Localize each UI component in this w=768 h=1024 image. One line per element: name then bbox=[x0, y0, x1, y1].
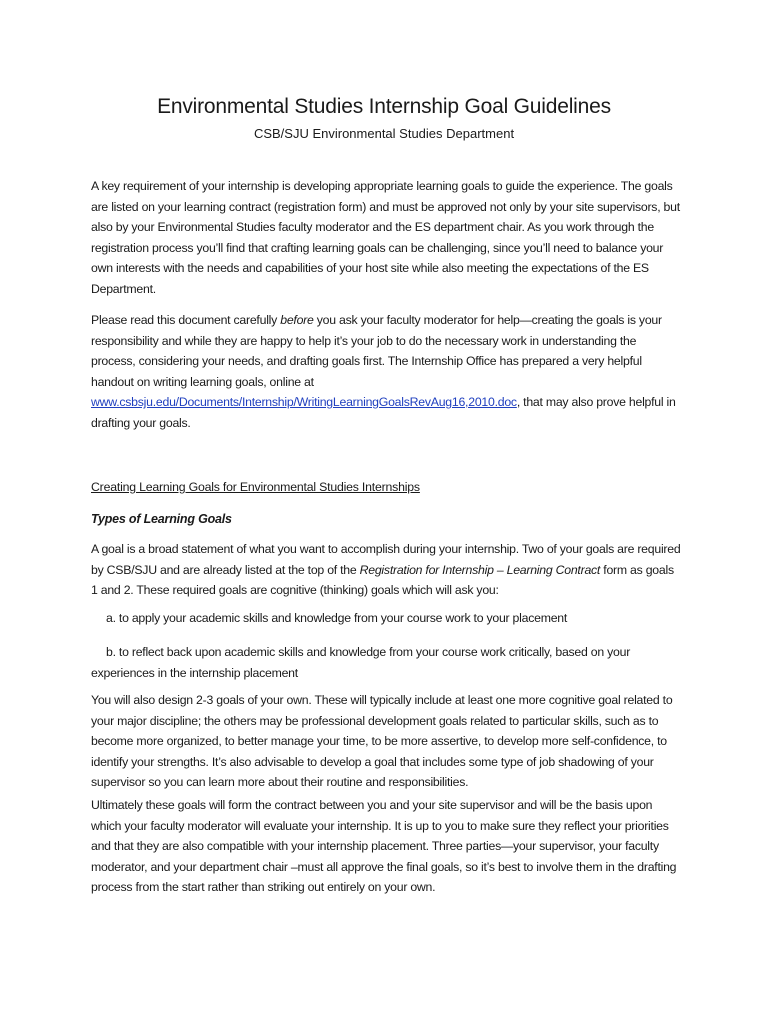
instructions-text-3: , that may also prove helpful in drafting your goals. bbox=[91, 395, 676, 430]
goal-item-a: a. to apply your academic skills and knowledge from your course work to your placement bbox=[106, 611, 568, 625]
instructions-paragraph bbox=[91, 310, 681, 433]
document-subtitle: CSB/SJU Environmental Studies Department bbox=[253, 126, 515, 141]
intro-paragraph: A key requirement of your internship is developing appropriate learning goals to guide the experience. The goals are listed on your learning contract (registration form) and must be approved not only by your site supervisors, but also by your Environmental Studies faculty moderator and the ES department chair. As you work through the registration process you’ll find that crafting learning goals can be challenging, since you’ll need to balance your own interests with the needs and capabilities of your host site while also meeting the expectations of the ES Department. bbox=[91, 179, 680, 296]
form-name-emphasis: Registration for Internship – Learning Contract bbox=[359, 562, 601, 577]
goals-paragraph bbox=[91, 539, 681, 601]
emphasis-before: before bbox=[280, 313, 314, 327]
instructions-text-2: you ask your faculty moderator for help—creating the goals is your responsibility and while they are happy to help it’s your job to do the necessary work in understanding the process, considering your needs, and drafting goals first. The Internship Office has prepared a very helpful handout on writing learning goals, online at bbox=[91, 313, 662, 389]
contract-paragraph: Ultimately these goals will form the contract between you and your site supervisor and will be the basis upon which your faculty moderator will evaluate your internship. It is up to you to make sure they reflect your priorities and that they are also compatible with your internship placement. Three parties—your supervisor, your faculty moderator, and your department chair –must all approve the final goals, so it’s best to involve them in the drafting process from the start rather than striking out entirely on your own. bbox=[91, 798, 677, 894]
goals-text-1: A goal is a broad statement of what you want to accomplish during your internship. Two of your goals are required by CSB/SJU and are already listed at the top of the bbox=[91, 542, 681, 577]
goal-item-b-line2: experiences in the internship placement bbox=[91, 665, 298, 680]
sub-heading: Types of Learning Goals bbox=[91, 512, 232, 526]
instructions-text-1: Please read this document carefully bbox=[91, 313, 281, 327]
goals-text-2: form as goals 1 and 2. These required goals are cognitive (thinking) goals which will ask you: bbox=[91, 562, 674, 597]
goal-item-b bbox=[91, 642, 681, 683]
section-heading: Creating Learning Goals for Environmental Studies Internships bbox=[91, 480, 420, 494]
goal-item-b-line1: b. to reflect back upon academic skills and knowledge from your course work critically, based on your bbox=[106, 645, 631, 659]
own-goals-paragraph: You will also design 2-3 goals of your own. These will typically include at least one more cognitive goal related to your major discipline; the others may be professional development goals related to particular skills, such as to become more organized, to better manage your time, to be more assertive, to develop more self-confidence, to identify your strengths. It’s also advisable to develop a goal that includes some type of job shadowing of your supervisor so you can learn more about their routine and responsibilities. bbox=[91, 693, 673, 789]
document-title: Environmental Studies Internship Goal Guidelines bbox=[157, 95, 611, 118]
handout-link[interactable]: www.csbsju.edu/Documents/Internship/WritingLearningGoalsRevAug16,2010.doc bbox=[91, 395, 517, 409]
